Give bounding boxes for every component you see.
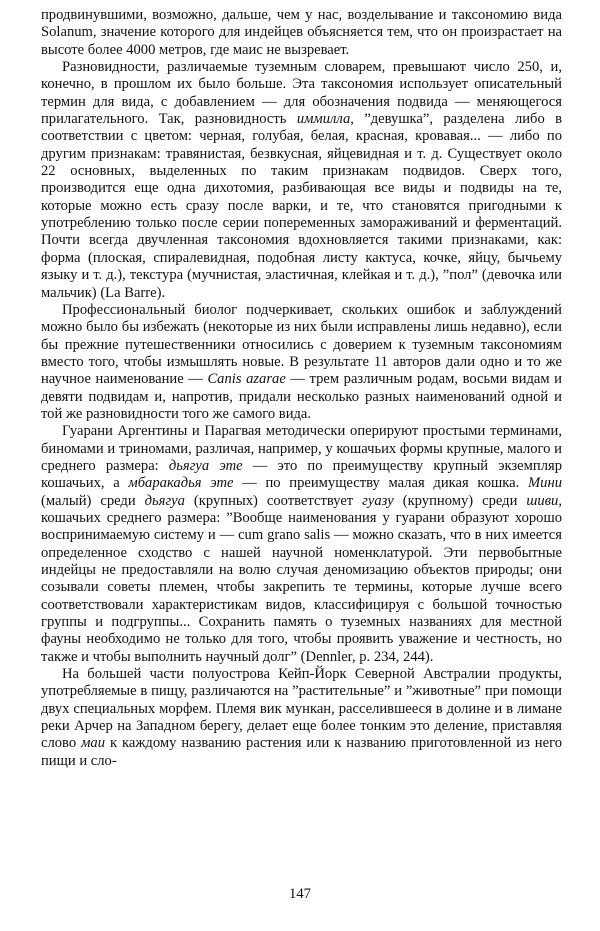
text-run: (крупному) среди — [393, 492, 527, 509]
text-run: Гуарани Аргентины и Парагвая методически оперируют простыми терминами, биномами и триномами, различая, например, у кошачьих формы крупные, малого и среднего размера: — [41, 423, 562, 474]
text-run: (крупных) соответствует — [184, 492, 363, 509]
paragraph-2 — [41, 59, 562, 302]
italic-term: Canis azarae — [207, 371, 286, 388]
text-run: На большей части полуострова Кейп-Йорк Северной Австралии продукты, употребляемые в пищу, различаются на ”растительные” и ”животные” при помощи двух специальных морфем. Племя вик мункан, расселившееся в долине и в лимане реки Арчер на Западном берегу, делает еще более тонким это деление, приставляя слово — [41, 666, 562, 752]
italic-term: мбаракадья эте — [128, 475, 234, 492]
paragraph-1 — [41, 7, 562, 59]
text-run: — это по преимуществу крупный экземпляр кошачьих, а — [41, 457, 562, 492]
text-run: , ”девушка”, разделена либо в соответствии с цветом: черная, голубая, белая, красная, кровавая... — либо по другим признакам: травянистая, безвкусная, яйцевидная и т. д. Существует около 22 основных, выделенных по таким признакам подвидов. Сверх того, производится еще одна дихотомия, разбивающая все виды и подвиды на те, которые можно есть сразу после варки, и те, что становятся пригодными к употреблению только после серии попеременных замораживаний и ферментаций. Почти всегда двучленная таксономия вдохновляется такими признаками, как: форма (плоская, спиралевидная, подобная листу кактуса, кочке, яйцу, бычьему языку и т. д.), текстура (мучнистая, эластичная, клейкая и т. д.), ”пол” (девочка или мальчик) (La Barre). — [41, 111, 563, 301]
text-run: — трем различным родам, восьми видам и девяти подвидам и, напротив, придали несколько разных наименований одной и той же разновидности того же самого вида. — [41, 371, 562, 422]
italic-term: дьягуа эте — [168, 457, 243, 474]
text-run: — по преимуществу малая дикая кошка. — [233, 475, 528, 492]
text-run: Разновидности, различаемые туземным словарем, превышают число 250, и, конечно, в прошлом их было больше. Эта таксономия использует описательный термин для вида, с добавлением — для обозначения подвида — меняющегося прилагательного. Так, разновидность — [41, 59, 562, 128]
italic-term: шиви — [526, 492, 559, 509]
text-run: Профессиональный биолог подчеркивает, скольких ошибок и заблуждений можно было бы избежать (некоторые из них были исправлены лишь недавно), если бы прежние путешественники относились с доверием к туземным таксономиям вместо того, чтобы измышлять новые. В результате 11 авторов дали одно и то же научное наименование — — [41, 301, 562, 388]
document-page — [41, 7, 562, 770]
paragraph-3 — [41, 302, 562, 423]
text-run: продвинувшими, возможно, дальше, чем у нас, возделывание и таксономию вида Solanum, значение которого для индейцев объясняется тем, что он произрастает на высоте более 4000 метров, где маис не вызревает. — [41, 7, 562, 58]
italic-term: иммилла — [296, 111, 351, 128]
paragraph-4 — [41, 423, 562, 666]
italic-term: Мини — [528, 475, 562, 492]
paragraph-5 — [41, 666, 562, 770]
text-run: , кошачьих среднего размера: ”Вообще наименования у гуарани образуют хорошо воспринимаемую систему и — cum grano salis — можно сказать, что в них имеется определенное сходство с нашей научной номенклатурой. Эти первобытные индейцы не предоставляли на волю случая деномизацию объектов природы; они созывали советы племен, чтобы закрепить те термины, которые лучше всего соответствовали характеристикам видов, классифицируя с большой точностью группы и подгруппы... Сохранить память о туземных названиях для местной фауны необходимо не только для того, чтобы проявить уважение и честность, но также и чтобы выполнить научный долг” (Dennler, p. 234, 244). — [41, 492, 562, 665]
italic-term: гуазу — [362, 492, 394, 509]
text-run: (малый) среди — [41, 492, 145, 509]
italic-term: маи — [81, 735, 106, 752]
text-run: к каждому названию растения или к названию приготовленной из него пищи и сло- — [41, 735, 562, 769]
page-number: 147 — [289, 886, 311, 902]
italic-term: дьягуа — [144, 492, 185, 509]
